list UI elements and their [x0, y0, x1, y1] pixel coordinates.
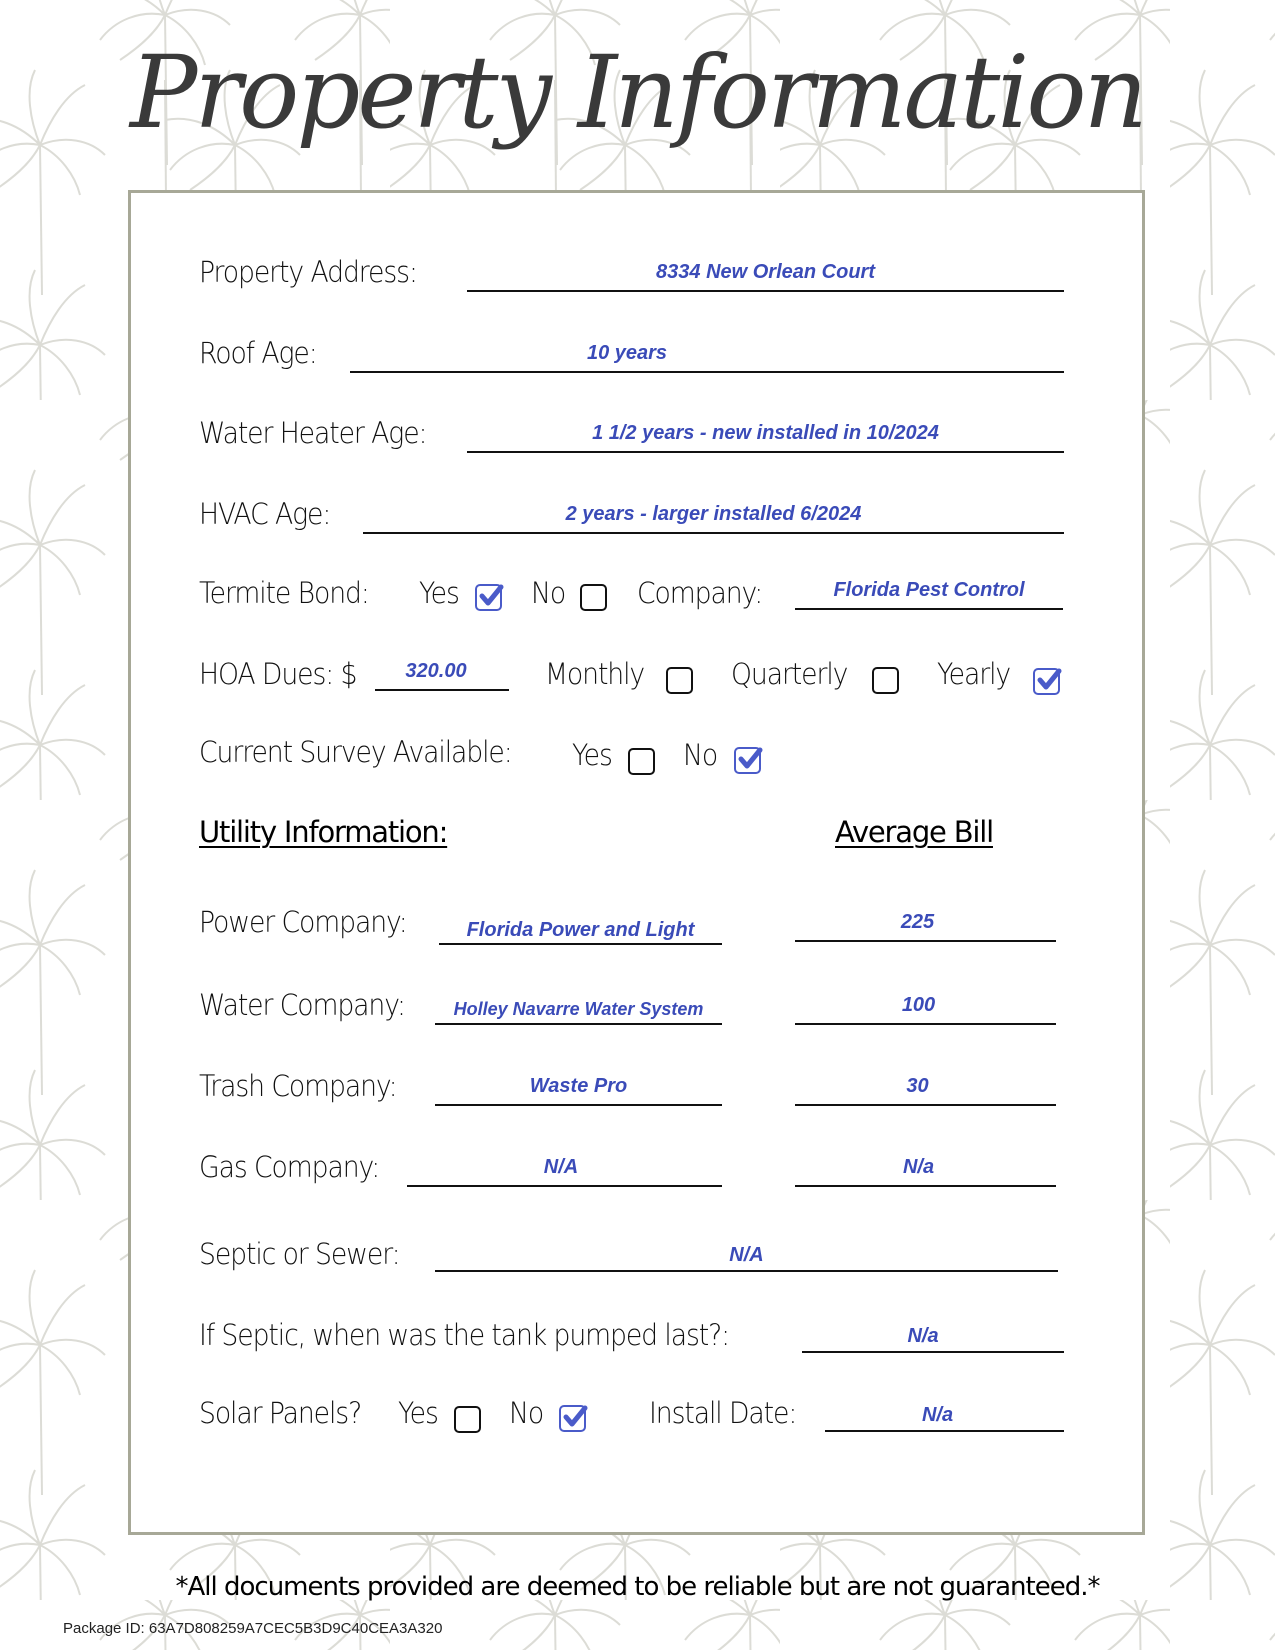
- termite-no-checkbox[interactable]: [580, 584, 607, 611]
- hoa-quarterly-label: Quarterly: [731, 657, 848, 691]
- power-company-field[interactable]: [439, 911, 722, 945]
- water-company-value: Holley Navarre Water System: [453, 999, 704, 1019]
- property-address-label: Property Address:: [199, 255, 417, 289]
- septic-sewer-value: N/A: [729, 1244, 764, 1266]
- package-id: Package ID: 63A7D808259A7CEC5B3D9C40CEA3A320: [63, 1620, 443, 1637]
- hvac-age-row: [199, 497, 862, 531]
- termite-company-field[interactable]: [795, 576, 1063, 610]
- checkmark-icon: [737, 747, 763, 771]
- hoa-dues-label: HOA Dues: $: [199, 657, 357, 691]
- septic-pumped-value: N/a: [907, 1325, 939, 1347]
- survey-no-label: No: [683, 738, 718, 772]
- roof-age-field[interactable]: [350, 339, 1064, 373]
- property-address-value: 8334 New Orlean Court: [656, 261, 875, 283]
- checkmark-icon: [478, 584, 504, 608]
- trash-bill-value: 30: [906, 1075, 929, 1097]
- disclaimer-text: *All documents provided are deemed to be reliable but are not guaranteed.*: [175, 1572, 1100, 1602]
- roof-age-label: Roof Age:: [199, 336, 317, 370]
- power-company-value: Florida Power and Light: [466, 919, 695, 941]
- hvac-age-field[interactable]: [363, 500, 1064, 534]
- septic-pumped-label: If Septic, when was the tank pumped last?:: [199, 1318, 730, 1352]
- termite-yes-label: Yes: [419, 576, 459, 610]
- hvac-age-label: HVAC Age:: [199, 497, 331, 531]
- gas-company-field[interactable]: [407, 1153, 722, 1187]
- water-heater-age-row: [199, 416, 939, 450]
- solar-panels-label: Solar Panels?: [199, 1396, 362, 1430]
- property-address-field[interactable]: [467, 258, 1064, 292]
- trash-company-value: Waste Pro: [529, 1075, 628, 1097]
- termite-no-label: No: [531, 576, 566, 610]
- septic-sewer-label: Septic or Sewer:: [199, 1237, 400, 1271]
- termite-company-label: Company:: [637, 576, 763, 610]
- hvac-age-value: 2 years - larger installed 6/2024: [565, 503, 862, 525]
- hoa-quarterly-checkbox[interactable]: [872, 667, 899, 694]
- solar-no-label: No: [509, 1396, 544, 1430]
- water-heater-age-label: Water Heater Age:: [199, 416, 427, 450]
- checkmark-icon: [562, 1405, 588, 1429]
- termite-bond-label: Termite Bond:: [199, 576, 369, 610]
- water-company-field[interactable]: [435, 991, 722, 1025]
- water-heater-age-value: 1 1/2 years - new installed in 10/2024: [592, 422, 939, 444]
- hoa-yearly-checkbox[interactable]: [1033, 668, 1060, 695]
- install-date-field[interactable]: [825, 1398, 1064, 1432]
- power-bill-field[interactable]: [795, 908, 1056, 942]
- roof-age-value: 10 years: [586, 342, 668, 364]
- termite-yes-checkbox[interactable]: [475, 584, 502, 611]
- survey-label: Current Survey Available:: [199, 735, 512, 769]
- hoa-monthly-checkbox[interactable]: [666, 667, 693, 694]
- septic-pumped-field[interactable]: [802, 1319, 1064, 1353]
- power-bill-value: 225: [900, 911, 935, 933]
- checkmark-icon: [1036, 668, 1062, 692]
- roof-age-row: [199, 336, 668, 370]
- gas-bill-field[interactable]: [795, 1153, 1056, 1187]
- page-title: Property Information: [130, 34, 1145, 151]
- termite-company-value: Florida Pest Control: [833, 579, 1025, 601]
- septic-sewer-field[interactable]: [435, 1238, 1058, 1272]
- install-date-value: N/a: [921, 1404, 954, 1426]
- hoa-dues-value: 320.00: [405, 660, 467, 682]
- trash-bill-field[interactable]: [795, 1072, 1056, 1106]
- trash-company-field[interactable]: [435, 1072, 722, 1106]
- water-bill-value: 100: [901, 994, 936, 1016]
- property-address-row: [199, 255, 875, 289]
- gas-company-label: Gas Company:: [199, 1150, 380, 1184]
- gas-bill-value: N/a: [902, 1156, 935, 1178]
- trash-company-label: Trash Company:: [199, 1069, 397, 1103]
- hoa-yearly-label: Yearly: [937, 657, 1011, 691]
- utility-information-heading: Utility Information:: [199, 815, 448, 849]
- water-heater-age-field[interactable]: [467, 419, 1064, 453]
- average-bill-heading: Average Bill: [835, 815, 993, 849]
- gas-company-value: N/A: [543, 1156, 579, 1178]
- power-company-label: Power Company:: [199, 905, 407, 939]
- survey-yes-label: Yes: [572, 738, 612, 772]
- install-date-label: Install Date:: [649, 1396, 797, 1430]
- water-company-label: Water Company:: [199, 988, 405, 1022]
- solar-yes-label: Yes: [398, 1396, 438, 1430]
- survey-yes-checkbox[interactable]: [628, 748, 655, 775]
- hoa-monthly-label: Monthly: [545, 657, 645, 691]
- water-bill-field[interactable]: [795, 991, 1056, 1025]
- hoa-dues-field[interactable]: [375, 657, 509, 691]
- solar-no-checkbox[interactable]: [559, 1405, 586, 1432]
- survey-no-checkbox[interactable]: [734, 747, 761, 774]
- solar-yes-checkbox[interactable]: [454, 1406, 481, 1433]
